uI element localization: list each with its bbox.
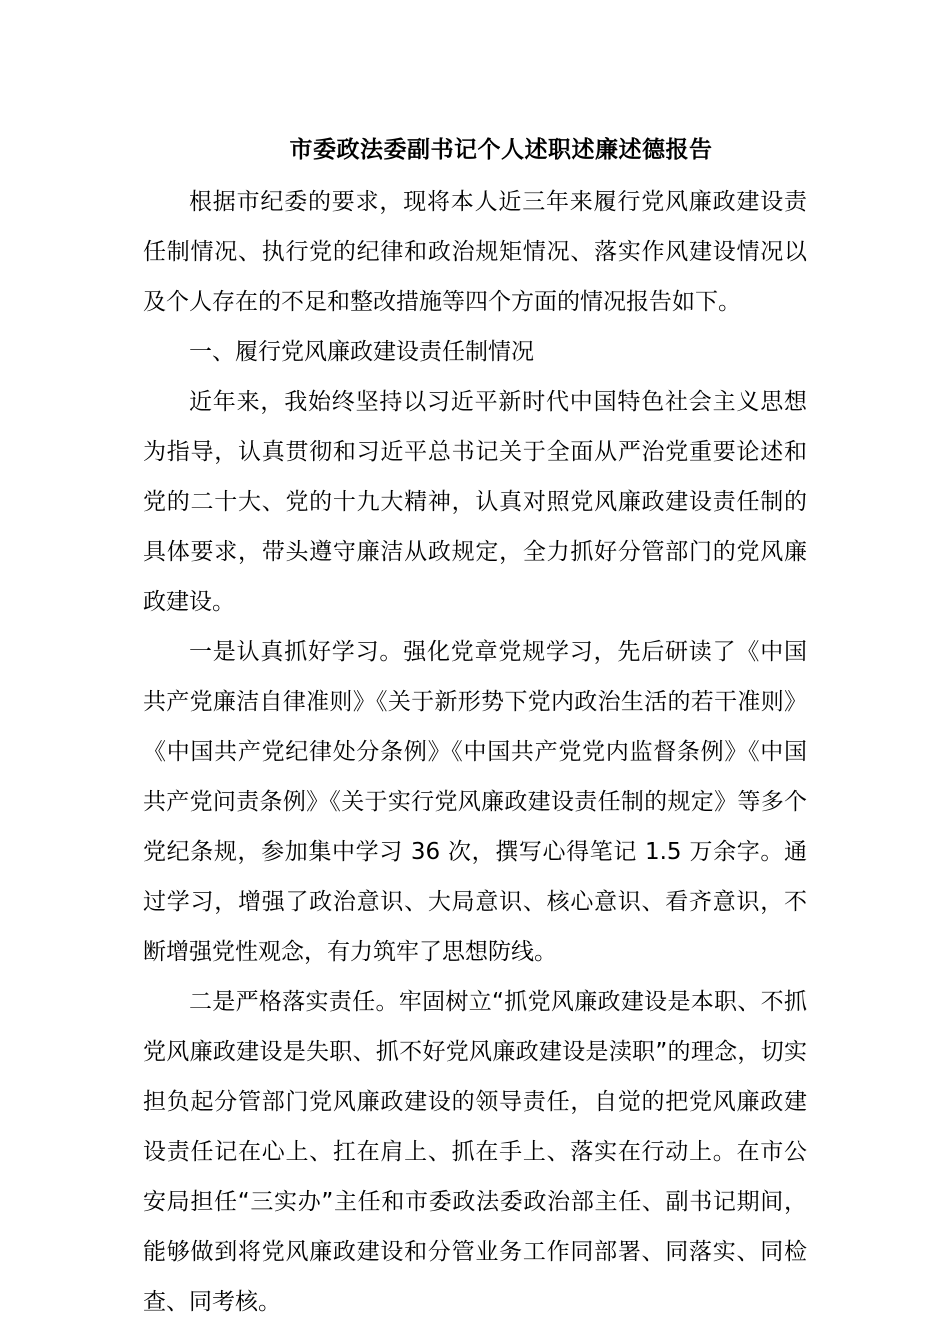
intro-paragraph: 根据市纪委的要求，现将本人近三年来履行党风廉政建设责任制情况、执行党的纪律和政治规矩情况、落实作风建设情况以及个人存在的不足和整改措施等四个方面的情况报告如下。 bbox=[143, 189, 807, 315]
document-title: 市委政法委副书记个人述职述廉述德报告 bbox=[289, 137, 713, 163]
body-paragraph: 二是严格落实责任。牢固树立“抓党风廉政建设是本职、不抓党风廉政建设是失职、抓不好党风廉政建设是渎职”的理念，切实担负起分管部门党风廉政建设的领导责任，自觉的把党风廉政建设责任记在心上、扛在肩上、抓在手上、落实在行动上。在市公安局担任“三实办”主任和市委政法委政治部主任、副书记期间，能够做到将党风廉政建设和分管业务工作同部署、同落实、同检查、同考核。 bbox=[143, 989, 807, 1315]
section-heading: 一、履行党风廉政建设责任制情况 bbox=[189, 339, 534, 365]
document-page bbox=[143, 130, 807, 1327]
body-paragraph: 近年来，我始终坚持以习近平新时代中国特色社会主义思想为指导，认真贯彻和习近平总书记关于全面从严治党重要论述和党的二十大、党的十九大精神，认真对照党风廉政建设责任制的具体要求，带头遵守廉洁从政规定，全力抓好分管部门的党风廉政建设。 bbox=[143, 389, 807, 615]
body-paragraph: 一是认真抓好学习。强化党章党规学习，先后研读了《中国共产党廉洁自律准则》《关于新形势下党内政治生活的若干准则》《中国共产党纪律处分条例》《中国共产党党内监督条例》《中国共产党问责条例》《关于实行党风廉政建设责任制的规定》等多个党纪条规，参加集中学习 36 次，撰写心得笔记 1.5 万余字。通过学习，增强了政治意识、大局意识、核心意识、看齐意识，不断增强党性观念，有力筑牢了思想防线。 bbox=[143, 639, 807, 965]
